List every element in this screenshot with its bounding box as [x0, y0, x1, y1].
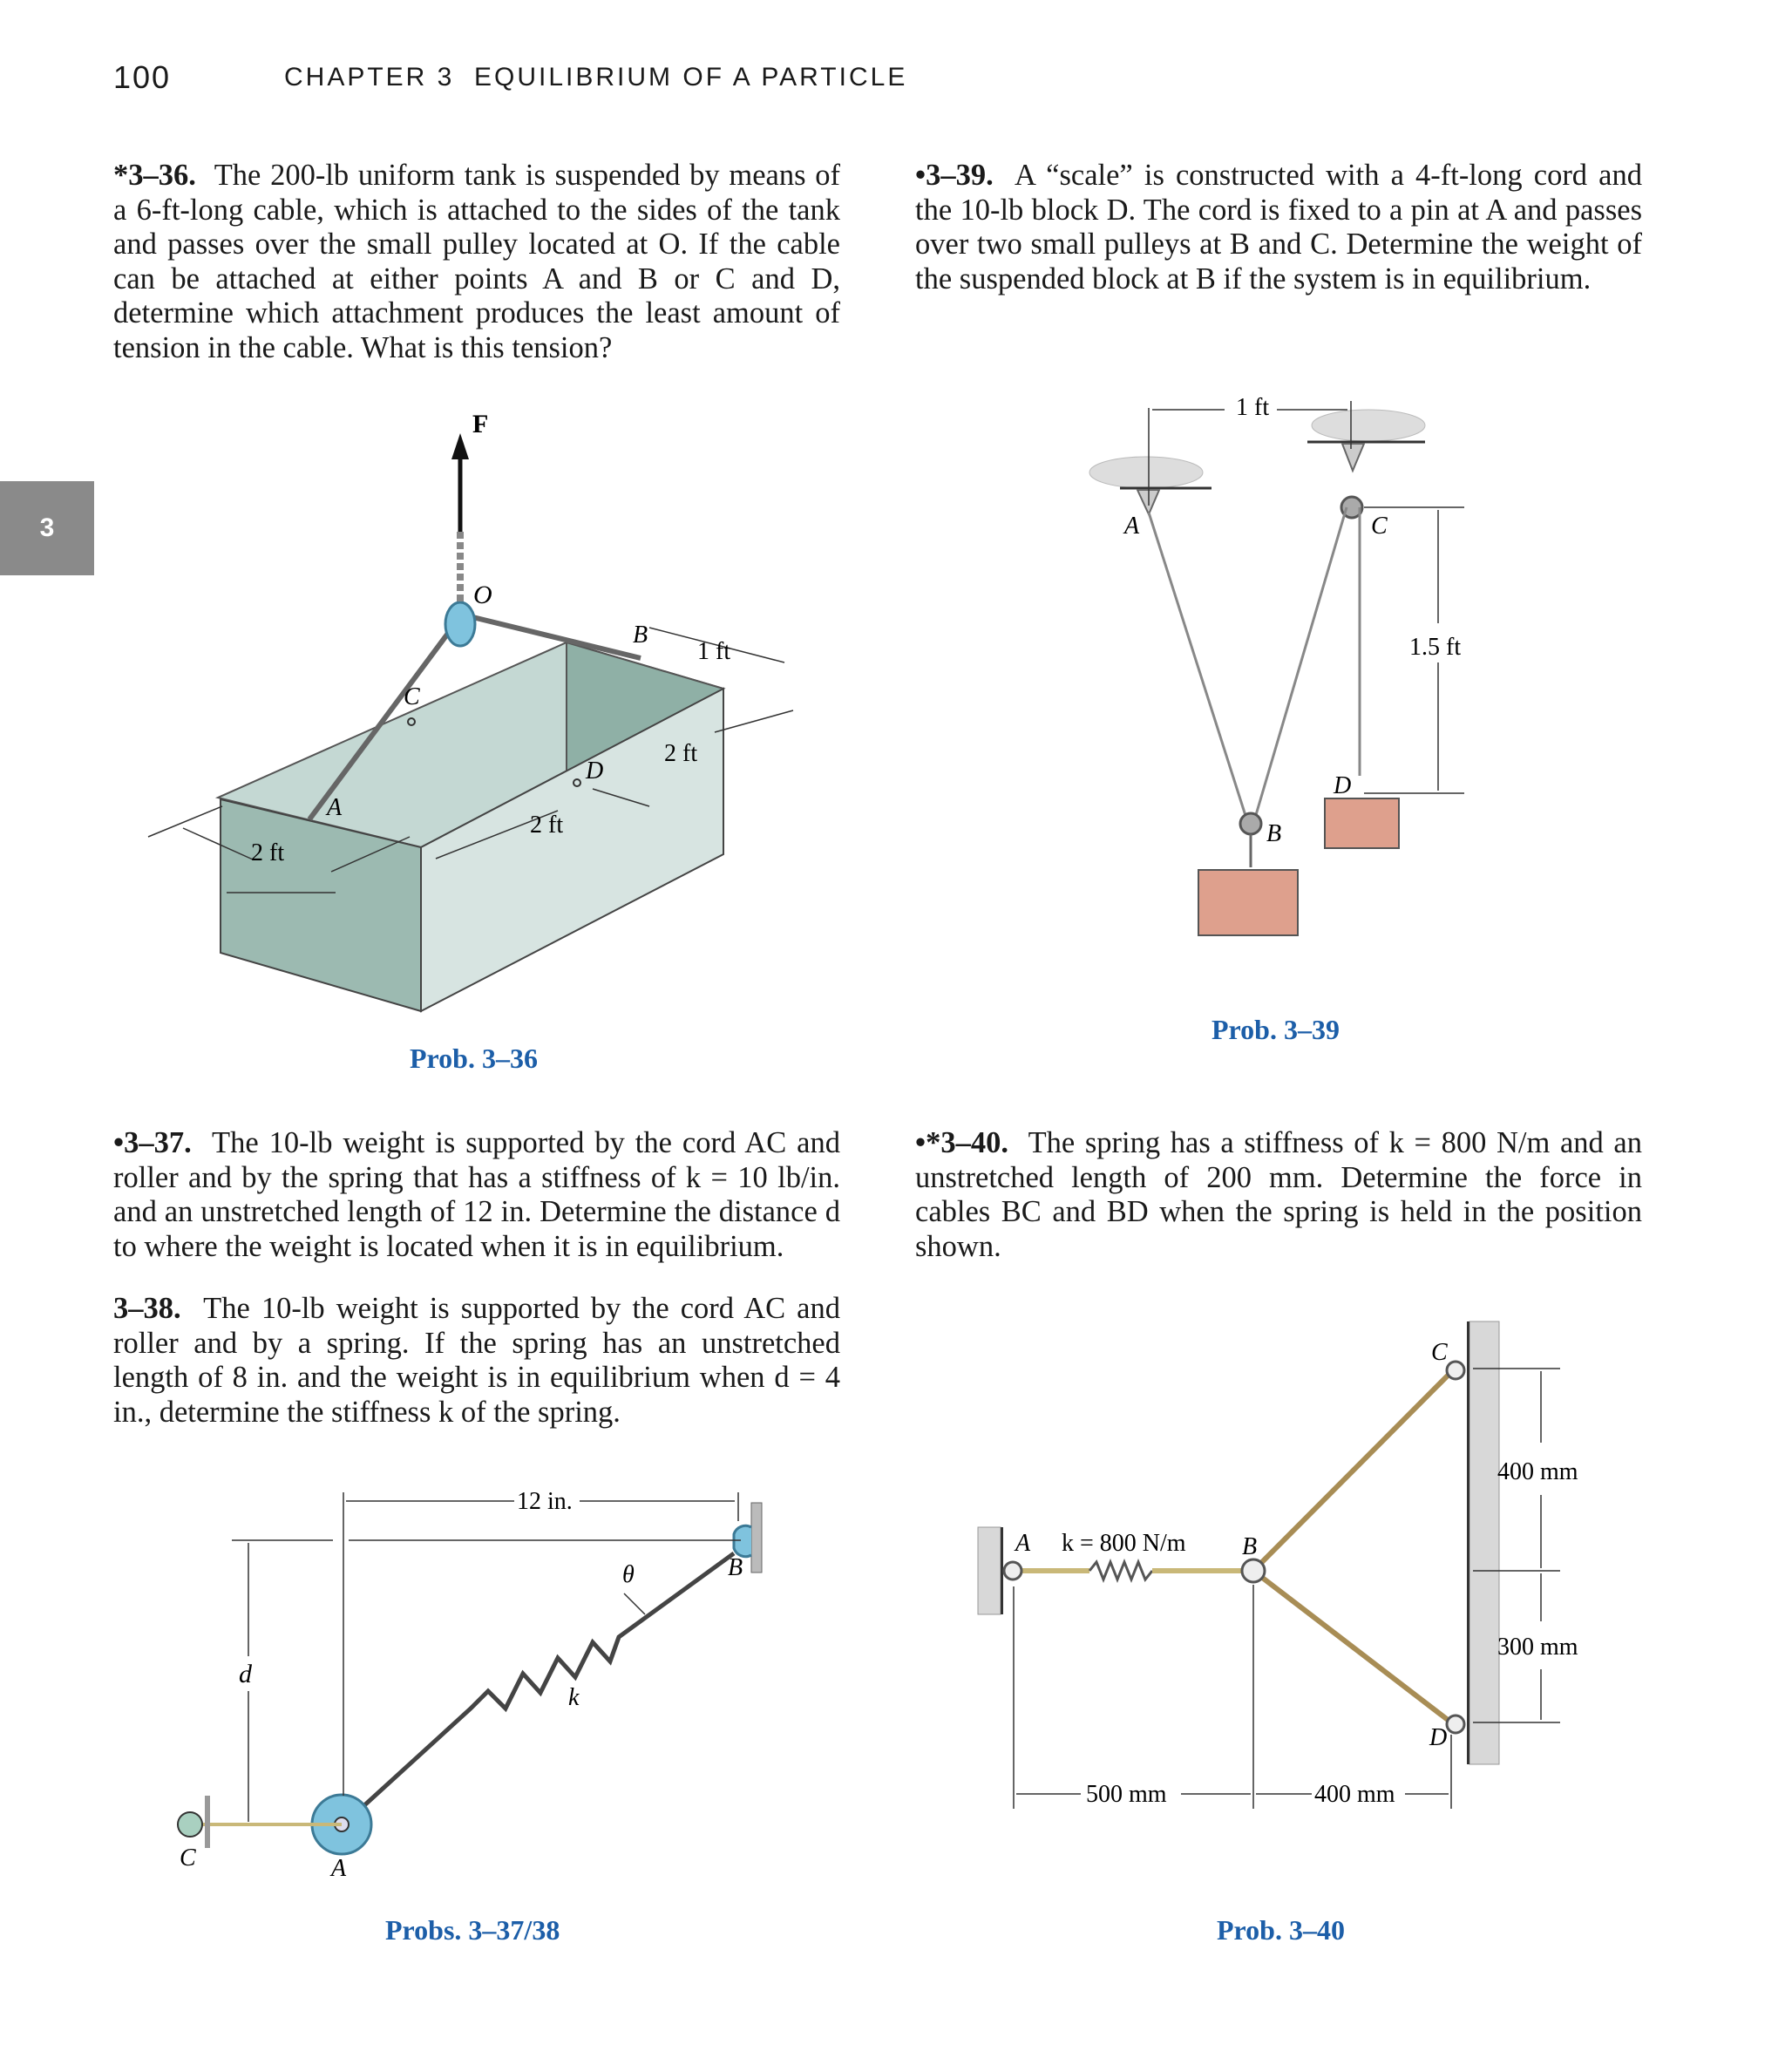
dim-12in: 12 in. [517, 1488, 573, 1515]
dim-2ft-right: 2 ft [664, 740, 698, 767]
label-theta: θ [622, 1561, 635, 1588]
dim-400mm-horizontal: 400 mm [1314, 1781, 1395, 1808]
label-D: D [1429, 1724, 1448, 1751]
chapter-label: CHAPTER 3 [284, 63, 455, 92]
caption-3-36: Prob. 3–36 [410, 1043, 538, 1074]
label-A: A [1124, 513, 1140, 540]
problem-text: The 200-lb uniform tank is suspended by means of a 6-ft-long cable, which is attached to the sides of the tank and passes over the small pulley located at O. If the cable can be attached at either points A and B or C and D, determine which attachment produces the least amount of tension in the cable. What is this tension? [113, 159, 840, 364]
page-number: 100 [113, 59, 172, 95]
label-B: B [728, 1554, 743, 1581]
dim-400mm-vertical: 400 mm [1497, 1458, 1578, 1485]
label-C: C [1371, 513, 1388, 540]
caption-3-39: Prob. 3–39 [1211, 1014, 1340, 1045]
problem-text: A “scale” is constructed with a 4-ft-long cord and the 10-lb block D. The cord is fixed to a pin at A and passes over two small pulleys at B and C. Determine the weight of the suspended block at B if the system is in equilibrium. [915, 159, 1642, 296]
problem-number: 3–38. [113, 1292, 181, 1325]
label-A: A [1015, 1530, 1031, 1557]
label-C: C [180, 1844, 196, 1872]
caption-3-40: Prob. 3–40 [1217, 1914, 1345, 1946]
problem-text: The 10-lb weight is supported by the cord AC and roller and by a spring. If the spring has an unstretched length of 8 in. and the weight is in equilibrium when d = 4 in., determine the stiffness k of the spring. [113, 1292, 840, 1429]
label-F: F [472, 410, 489, 438]
dim-1ft: 1 ft [1236, 394, 1270, 421]
label-O: O [473, 581, 492, 609]
label-B: B [633, 622, 648, 649]
label-k: k = 800 N/m [1062, 1530, 1186, 1557]
dim-2ft-left: 2 ft [251, 839, 285, 866]
label-C: C [1431, 1339, 1448, 1366]
label-D: D [586, 757, 604, 785]
label-B: B [1266, 820, 1282, 847]
dim-500mm: 500 mm [1086, 1781, 1167, 1808]
problem-text: The spring has a stiffness of k = 800 N/m and an unstretched length of 200 mm. Determine the force in cables BC and BD when the spring is held in the position shown. [915, 1126, 1642, 1263]
caption-3-37-38: Probs. 3–37/38 [385, 1914, 560, 1946]
problem-text: The 10-lb weight is supported by the cord AC and roller and by the spring that has a stiffness of k = 10 lb/in. and an unstretched length of 12 in. Determine the distance d to where the weight is located when it is in equilibrium. [113, 1126, 840, 1263]
label-C: C [404, 683, 420, 710]
label-d: d [239, 1660, 252, 1688]
label-k: k [568, 1684, 580, 1711]
dim-1-5ft: 1.5 ft [1409, 634, 1462, 661]
problem-number: •3–37. [113, 1126, 192, 1159]
chapter-title: EQUILIBRIUM OF A PARTICLE [474, 63, 908, 92]
problem-number: •3–39. [915, 159, 994, 192]
label-A: A [331, 1855, 347, 1882]
problem-number: •*3–40. [915, 1126, 1008, 1159]
problem-number: *3–36. [113, 159, 196, 192]
label-D: D [1334, 772, 1352, 799]
label-A: A [327, 794, 343, 821]
chapter-side-tab: 3 [0, 481, 94, 575]
dim-300mm-vertical: 300 mm [1497, 1634, 1578, 1661]
dim-1ft: 1 ft [697, 638, 731, 665]
label-B: B [1242, 1533, 1258, 1560]
dim-2ft-middle: 2 ft [530, 812, 564, 839]
